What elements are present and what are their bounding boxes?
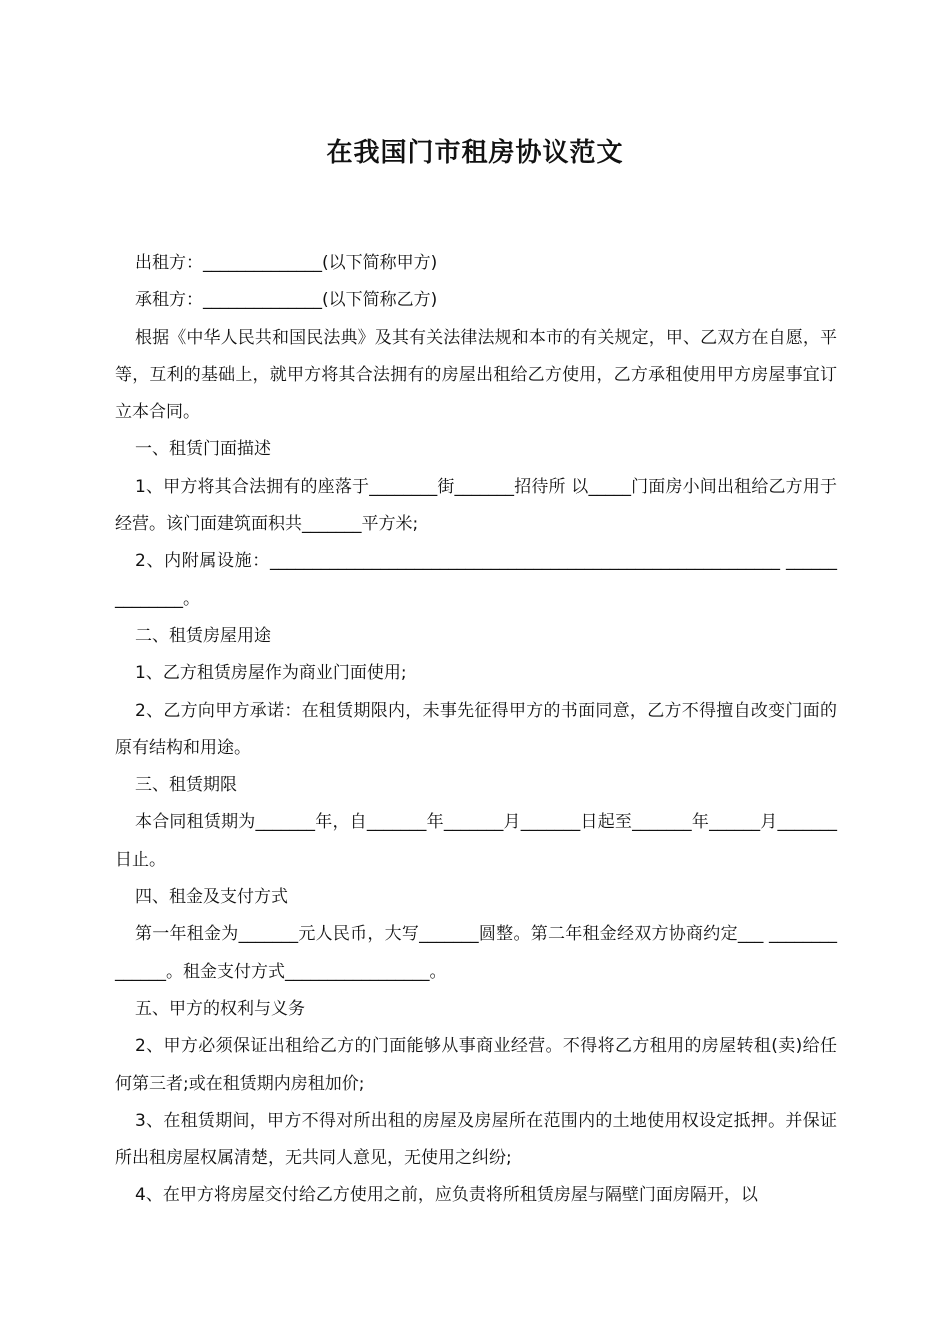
clause-5-3: 3、在租赁期间，甲方不得对所出租的房屋及房屋所在范围内的土地使用权设定抵押。并保证所出租房屋权属清楚，无共同人意见，无使用之纠纷;	[115, 1110, 837, 1169]
section-heading-1: 一、租赁门面描述	[135, 439, 271, 460]
section-heading-5: 五、甲方的权利与义务	[135, 998, 305, 1019]
lessor-line: 出租方：______________(以下简称甲方)	[135, 253, 438, 273]
clause-1-2: 2、内附属设施：____________________________________________________________ ______________。	[115, 551, 837, 609]
section-heading-2: 二、租赁房屋用途	[135, 625, 271, 646]
clause-2-1: 1、乙方租赁房屋作为商业门面使用;	[135, 663, 407, 684]
section-heading-3: 三、租赁期限	[135, 775, 237, 796]
document-body	[115, 245, 837, 1215]
clause-4-rent: 第一年租金为_______元人民币，大写_______圆整。第二年租金经双方协商约定___ ______________。租金支付方式_________________。	[115, 924, 837, 982]
clause-5-2: 2、甲方必须保证出租给乙方的门面能够从事商业经营。不得将乙方租用的房屋转租(卖)给任何第三者;或在租赁期内房租加价;	[115, 1036, 837, 1094]
clause-5-4: 4、在甲方将房屋交付给乙方使用之前，应负责将所租赁房屋与隔壁门面房隔开，以	[135, 1185, 758, 1206]
clause-3-term: 本合同租赁期为_______年，自_______年_______月_______日起至_______年______月_______日止。	[115, 812, 837, 870]
document-title: 在我国门市租房协议范文	[326, 138, 624, 168]
lessee-line: 承租方：______________(以下简称乙方)	[135, 290, 438, 311]
section-heading-4: 四、租金及支付方式	[135, 887, 288, 908]
clause-1-1: 1、甲方将其合法拥有的座落于________街_______招待所 以_____门面房小间出租给乙方用于经营。该门面建筑面积共_______平方米;	[115, 476, 837, 535]
clause-2-2: 2、乙方向甲方承诺：在租赁期限内，未事先征得甲方的书面同意，乙方不得擅自改变门面的原有结构和用途。	[115, 700, 837, 758]
preamble-paragraph: 根据《中华人民共和国民法典》及其有关法律法规和本市的有关规定，甲、乙双方在自愿，平等，互利的基础上，就甲方将其合法拥有的房屋出租给乙方使用，乙方承租使用甲方房屋事宜订立本合同。	[115, 327, 837, 423]
